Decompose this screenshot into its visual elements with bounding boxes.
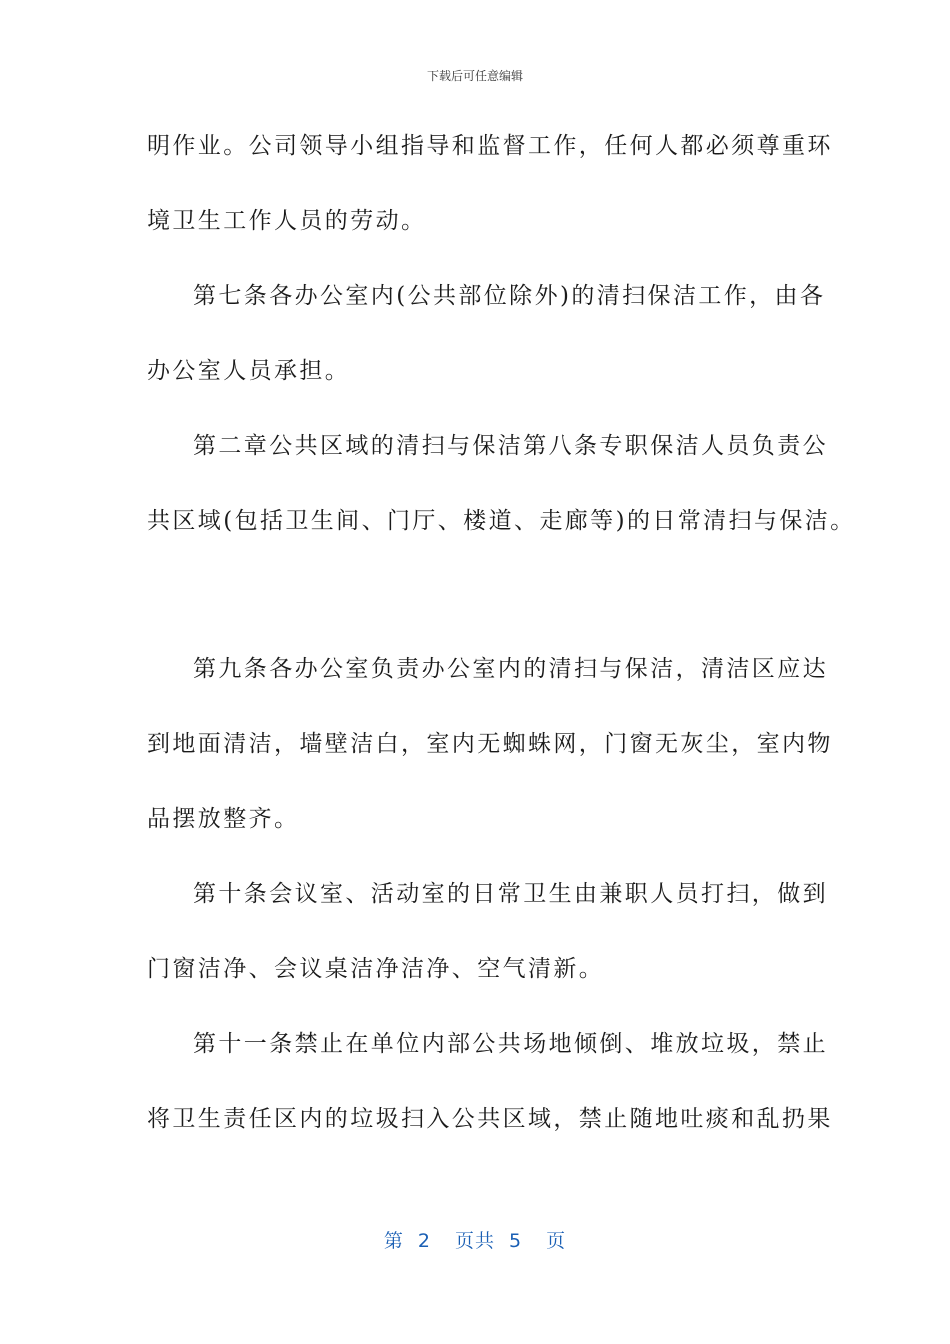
body-line: 门窗洁净、会议桌洁净洁净、空气清新。: [147, 956, 605, 982]
body-line: 共区域(包括卫生间、门厅、楼道、走廊等)的日常清扫与保洁。: [147, 508, 856, 534]
page-header: 下载后可任意编辑: [426, 69, 523, 83]
body-line: 办公室人员承担。: [147, 358, 351, 384]
footer-middle: 页共: [454, 1230, 495, 1252]
footer-prefix: 第: [383, 1230, 404, 1252]
body-paragraph-start: 第九条各办公室负责办公室内的清扫与保洁，清洁区应达: [193, 656, 828, 682]
page-footer: [0, 1226, 950, 1253]
body-line: 品摆放整齐。: [147, 806, 300, 832]
body-paragraph-start: 第二章公共区域的清扫与保洁第八条专职保洁人员负责公: [193, 433, 828, 459]
body-line: 境卫生工作人员的劳动。: [147, 208, 427, 234]
body-line: 将卫生责任区内的垃圾扫入公共区域，禁止随地吐痰和乱扔果: [147, 1106, 833, 1132]
footer-suffix: 页: [546, 1230, 567, 1252]
body-line: 到地面清洁，墙壁洁白，室内无蜘蛛网，门窗无灰尘，室内物: [147, 731, 833, 757]
body-paragraph-start: 第十一条禁止在单位内部公共场地倾倒、堆放垃圾，禁止: [193, 1031, 828, 1057]
footer-page-number: 2: [417, 1230, 431, 1252]
footer-total-pages: 5: [509, 1230, 523, 1252]
body-paragraph-start: 第七条各办公室内(公共部位除外)的清扫保洁工作，由各: [193, 283, 826, 309]
body-line: 明作业。公司领导小组指导和监督工作，任何人都必须尊重环: [147, 133, 833, 159]
body-paragraph-start: 第十条会议室、活动室的日常卫生由兼职人员打扫，做到: [193, 881, 828, 907]
